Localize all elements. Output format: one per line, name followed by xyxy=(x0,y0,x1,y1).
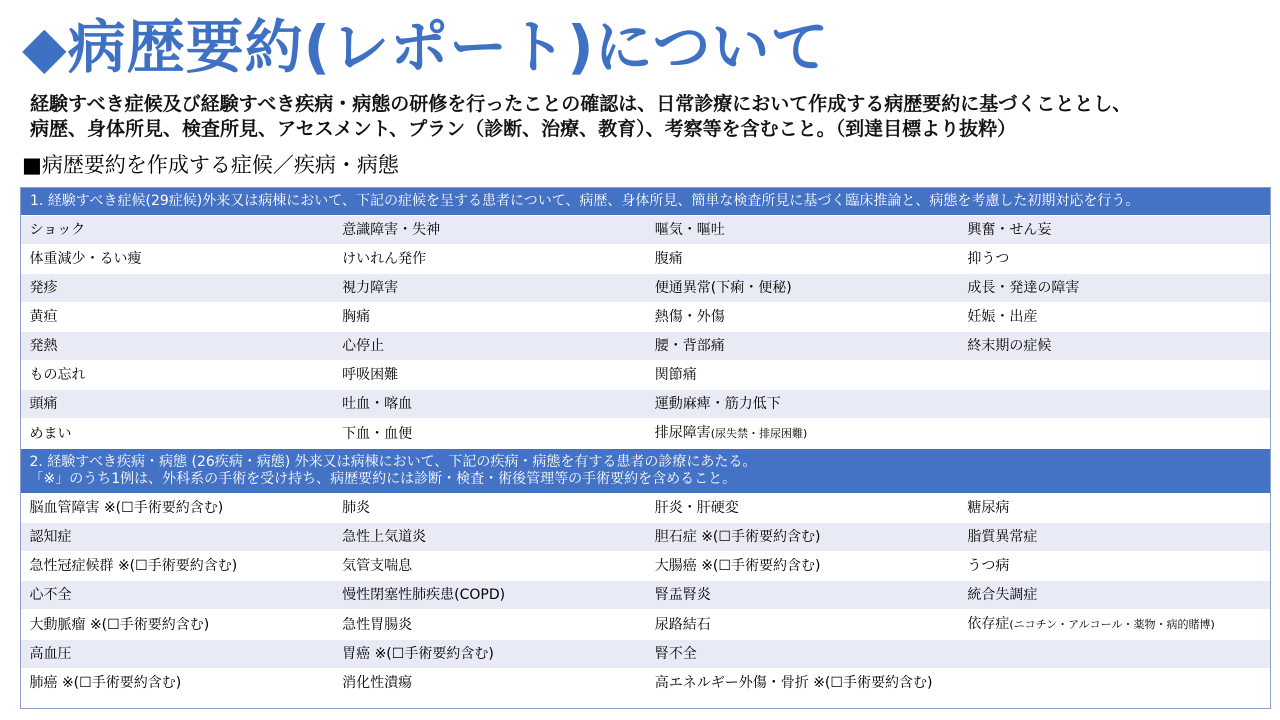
disease-cell: 心不全 xyxy=(21,581,334,610)
symptom-cell: 妊娠・出産 xyxy=(958,303,1271,332)
disease-cell: 腎不全 xyxy=(646,640,959,669)
disease-cell: 大腸癌 ※(☐手術要約含む) xyxy=(646,552,959,581)
disease-cell xyxy=(958,640,1271,669)
symptom-cell: ショック xyxy=(21,216,334,245)
symptom-cell: 腰・背部痛 xyxy=(646,332,959,361)
disease-cell: 胃癌 ※(☐手術要約含む) xyxy=(333,640,646,669)
symptom-cell: もの忘れ xyxy=(21,361,334,390)
symptom-cell: 抑うつ xyxy=(958,245,1271,274)
disease-cell: 慢性閉塞性肺疾患(COPD) xyxy=(333,581,646,610)
symptom-cell: 関節痛 xyxy=(646,361,959,390)
symptom-cell: 胸痛 xyxy=(333,303,646,332)
section2-header xyxy=(21,449,1272,494)
symptom-row xyxy=(21,361,1272,390)
disease-cell: 脂質異常症 xyxy=(958,523,1271,552)
section2-header-row xyxy=(21,449,1272,494)
disease-cell xyxy=(958,669,1271,698)
disease-cell: 高エネルギー外傷・骨折 ※(☐手術要約含む) xyxy=(646,669,959,698)
symptom-cell: けいれん発作 xyxy=(333,245,646,274)
symptom-row xyxy=(21,332,1272,361)
section2-header-line-1: 2. 経験すべき疾病・病態 (26疾病・病態) 外来又は病棟において、下記の疾病・病態を有する患者の診療にあたる。 xyxy=(29,454,757,470)
disease-cell: 急性胃腸炎 xyxy=(333,610,646,640)
symptoms-diseases-table xyxy=(20,187,1271,698)
section-subheading: ■病歴要約を作成する症候／疾病・病態 xyxy=(22,153,399,177)
section1-header-row xyxy=(21,187,1272,216)
disease-cell: 急性上気道炎 xyxy=(333,523,646,552)
page-title: ◆病歴要約(レポート)について xyxy=(22,13,830,81)
symptom-cell: 排尿障害(尿失禁・排尿困難) xyxy=(646,419,959,449)
symptom-cell: 心停止 xyxy=(333,332,646,361)
symptom-cell: 成長・発達の障害 xyxy=(958,274,1271,303)
symptom-cell: 興奮・せん妄 xyxy=(958,216,1271,245)
disease-cell: 依存症(ニコチン・アルコール・薬物・病的賭博) xyxy=(958,610,1271,640)
dependence-note: (ニコチン・アルコール・薬物・病的賭博) xyxy=(1009,618,1215,631)
disease-cell: 大動脈瘤 ※(☐手術要約含む) xyxy=(21,610,334,640)
symptom-cell xyxy=(958,361,1271,390)
symptom-cell: 体重減少・るい痩 xyxy=(21,245,334,274)
section1-header: 1. 経験すべき症候(29症候)外来又は病棟において、下記の症候を呈する患者について、病歴、身体所見、簡単な検査所見に基づく臨床推論と、病態を考慮した初期対応を行う。 xyxy=(21,187,1272,216)
disease-cell: 肝炎・肝硬変 xyxy=(646,494,959,523)
symptom-cell: めまい xyxy=(21,419,334,449)
symptom-cell: 発熱 xyxy=(21,332,334,361)
symptom-cell: 終末期の症候 xyxy=(958,332,1271,361)
symptom-cell: 吐血・喀血 xyxy=(333,390,646,419)
disease-cell: 肺癌 ※(☐手術要約含む) xyxy=(21,669,334,698)
symptom-row xyxy=(21,245,1272,274)
section2-header-line-2: 「※」のうち1例は、外科系の手術を受け持ち、病歴要約には診断・検査・術後管理等の手術要約を含めること。 xyxy=(29,471,737,487)
disease-cell: 気管支喘息 xyxy=(333,552,646,581)
disease-cell: 脳血管障害 ※(☐手術要約含む) xyxy=(21,494,334,523)
disease-row xyxy=(21,640,1272,669)
symptom-cell: 嘔気・嘔吐 xyxy=(646,216,959,245)
disease-cell: うつ病 xyxy=(958,552,1271,581)
symptom-row xyxy=(21,419,1272,449)
intro-line-1: 経験すべき症候及び経験すべき疾病・病態の研修を行ったことの確認は、日常診療において作成する病歴要約に基づくこととし、 xyxy=(30,93,1132,115)
symptom-cell: 腹痛 xyxy=(646,245,959,274)
intro-line-2: 病歴、身体所見、検査所見、アセスメント、プラン（診断、治療、教育）、考察等を含むこと。（到達目標より抜粋） xyxy=(30,118,1017,140)
intro-text xyxy=(30,92,1270,142)
disease-row xyxy=(21,581,1272,610)
disease-cell: 尿路結石 xyxy=(646,610,959,640)
symptom-cell: 下血・血便 xyxy=(333,419,646,449)
disease-cell: 胆石症 ※(☐手術要約含む) xyxy=(646,523,959,552)
disease-cell: 肺炎 xyxy=(333,494,646,523)
symptom-cell: 発疹 xyxy=(21,274,334,303)
symptom-row xyxy=(21,216,1272,245)
urination-disorder-note: (尿失禁・排尿困難) xyxy=(710,427,808,440)
disease-row xyxy=(21,669,1272,698)
disease-cell: 高血圧 xyxy=(21,640,334,669)
symptom-cell: 運動麻痺・筋力低下 xyxy=(646,390,959,419)
disease-cell: 認知症 xyxy=(21,523,334,552)
disease-row xyxy=(21,610,1272,640)
symptom-cell: 視力障害 xyxy=(333,274,646,303)
symptom-cell: 熱傷・外傷 xyxy=(646,303,959,332)
symptom-row xyxy=(21,303,1272,332)
symptom-cell: 頭痛 xyxy=(21,390,334,419)
disease-cell: 糖尿病 xyxy=(958,494,1271,523)
disease-cell: 統合失調症 xyxy=(958,581,1271,610)
symptom-cell: 黄疸 xyxy=(21,303,334,332)
symptom-cell xyxy=(958,390,1271,419)
symptom-cell xyxy=(958,419,1271,449)
disease-row xyxy=(21,494,1272,523)
disease-cell: 消化性潰瘍 xyxy=(333,669,646,698)
disease-cell: 急性冠症候群 ※(☐手術要約含む) xyxy=(21,552,334,581)
disease-row xyxy=(21,523,1272,552)
symptom-cell: 呼吸困難 xyxy=(333,361,646,390)
disease-cell: 腎盂腎炎 xyxy=(646,581,959,610)
symptom-row xyxy=(21,274,1272,303)
symptom-cell: 意識障害・失神 xyxy=(333,216,646,245)
symptom-row xyxy=(21,390,1272,419)
disease-row xyxy=(21,552,1272,581)
symptom-cell: 便通異常(下痢・便秘) xyxy=(646,274,959,303)
